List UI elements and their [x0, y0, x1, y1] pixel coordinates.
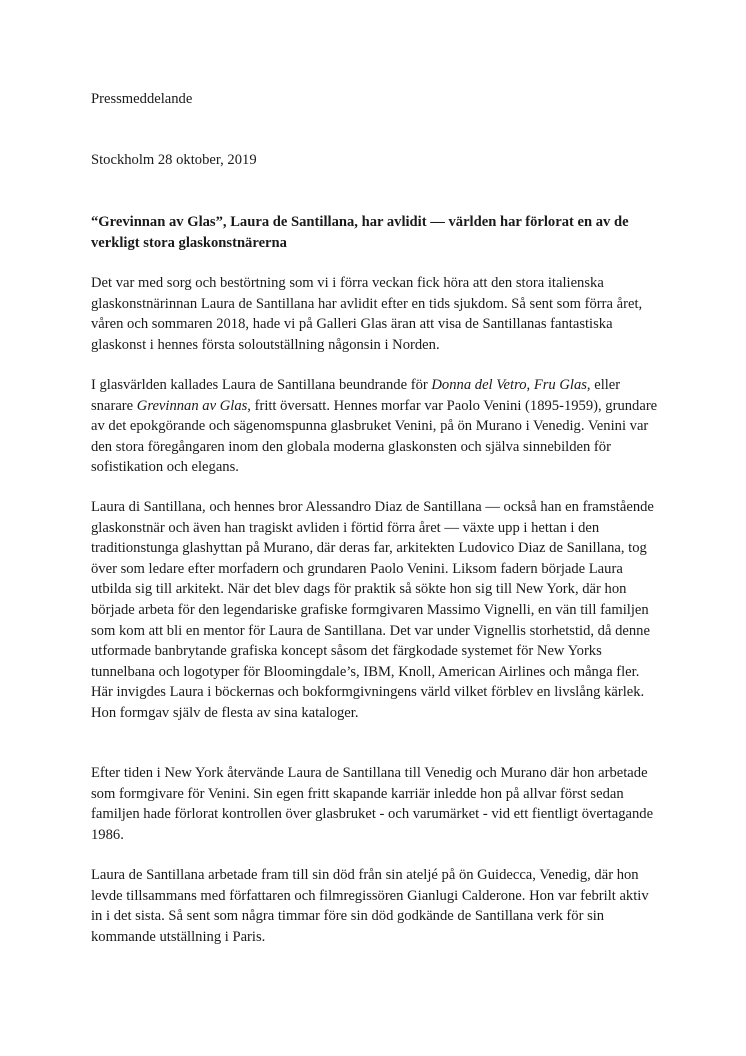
nickname-donna-del-vetro: Donna del Vetro [431, 377, 527, 393]
paragraph-text: I glasvärlden kallades Laura de Santillana beundrande för [91, 377, 432, 393]
paragraph-final-years: Laura de Santillana arbetade fram till sin död från sin ateljé på ön Guidecca, Venedig, där hon levde tillsammans med författaren och filmregissören Gianlugi Calderone. Hon var febrilt aktiv in i det sista. Så sent som några timmar före sin död godkände de Santillana verk för sin kommande utställning i Paris. [91, 867, 649, 945]
paragraph-nicknames [91, 375, 661, 478]
paragraph-text: , fritt översatt. Hennes morfar var Paolo Venini (1895-1959), grundare av det epokgörande och sägenomspunna glasbruket Venini, på ön Murano i Venedig. Venini var den stora föregångaren inom den globala moderna glaskonsten och själva sinnebilden för sofistikation och elegans. [91, 397, 658, 476]
nickname-fru-glas: Fru Glas [533, 377, 587, 393]
document-type-label: Pressmeddelande [91, 91, 193, 107]
nickname-grevinnan-av-glas: Grevinnan av Glas [136, 397, 248, 414]
dateline: Stockholm 28 oktober, 2019 [91, 152, 257, 168]
paragraph-venini-career: Efter tiden i New York återvände Laura de Santillana till Venedig och Murano där hon arbetade som formgivare för Venini. Sin egen fritt skapande karriär inledde hon på allvar först sedan familjen hade förlorat kontrollen över glasbruket - och varumärket - vid ett fientligt övertagande 1986. [91, 765, 654, 843]
paragraph-text: , eller snarare [91, 377, 621, 414]
paragraph-text: , [526, 377, 534, 393]
paragraph-intro: Det var med sorg och bestörtning som vi i förra veckan fick höra att den stora italienska glaskonstnärinnan Laura de Santillana har avlidit efter en tids sjukdom. Så sent som förra året, våren och sommaren 2018, hade vi på Galleri Glas äran att visa de Santillanas fantastiska glaskonst i hennes första soloutställning någonsin i Norden. [91, 275, 643, 353]
paragraph-biography: Laura di Santillana, och hennes bror Alessandro Diaz de Santillana — också han en framstående glaskonstnär och även han tragiskt avliden i förtid förra året — växte upp i hettan i den traditionstunga glashyttan på Murano, där deras far, arkitekten Ludovico Diaz de Sanillana, tog över som ledare efter morfadern och grundaren Paolo Venini. Liksom fadern började Laura utbilda sig till arkitekt. När det blev dags för praktik så sökte hon sig till New York, där hon började arbeta för den legendariske grafiske formgivaren Massimo Vignelli, en vän till familjen som kom att bli en mentor för Laura de Santillana. Det var under Vignellis storhetstid, då denne utformade banbrytande grafiska koncept såsom det färgkodade systemet för New Yorks tunnelbana och logotyper för Bloomingdale’s, IBM, Knoll, American Airlines och många fler. Här invigdes Laura i böckernas och bokformgivningens värld vilket förblev en livslång kärlek. Hon formgav själv de flesta av sina kataloger. [91, 499, 654, 721]
headline: “Grevinnan av Glas”, Laura de Santillana, har avlidit — världen har förlorat en av de verkligt stora glaskonstnärerna [91, 214, 629, 251]
